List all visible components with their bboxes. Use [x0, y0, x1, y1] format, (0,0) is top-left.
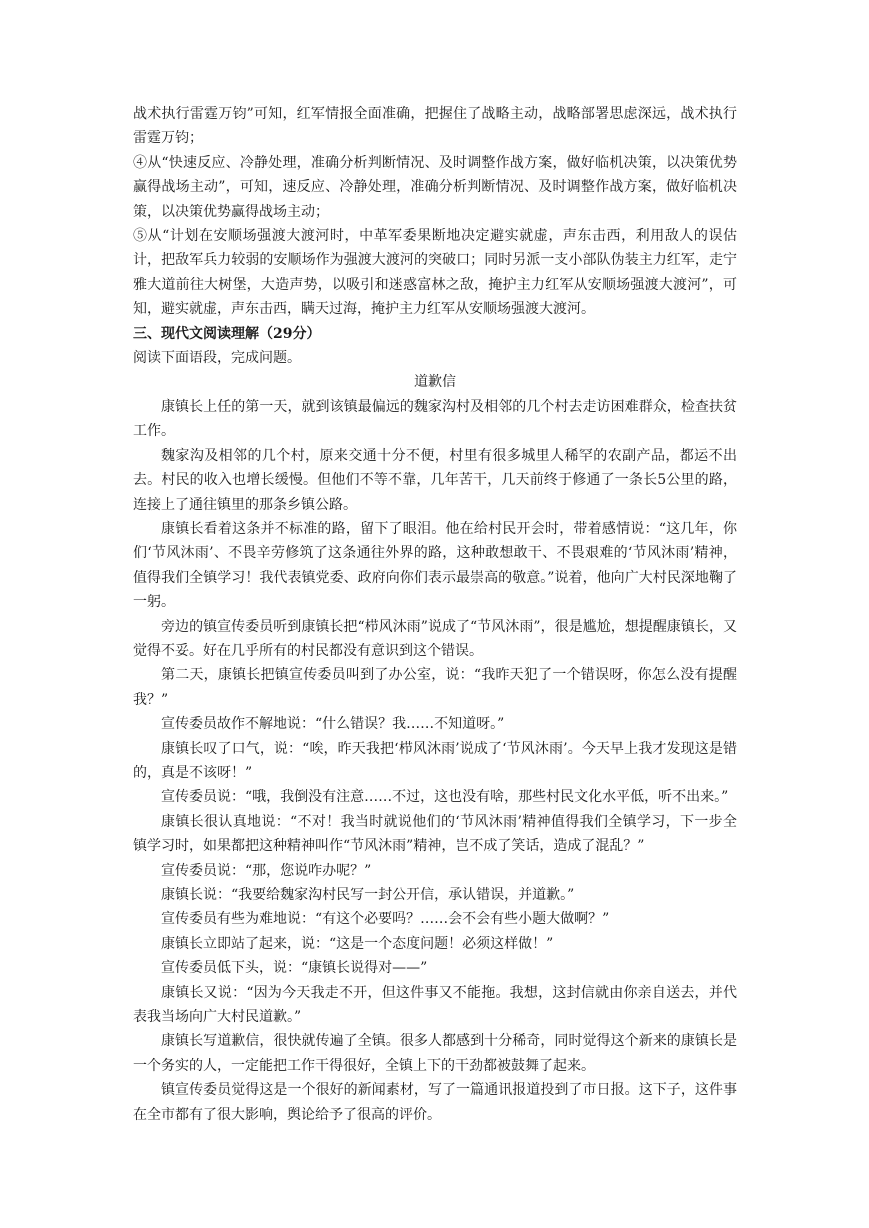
article-paragraph: 康镇长写道歉信，很快就传遍了全镇。很多人都感到十分稀奇，同时觉得这个新来的康镇长是一个务实的人，一定能把工作干得很好，全镇上下的干劲都被鼓舞了起来。: [133, 1033, 737, 1074]
article-paragraph: 康镇长上任的第一天，就到该镇最偏远的魏家沟村及相邻的几个村去走访困难群众，检查扶贫工作。: [133, 398, 737, 440]
article-title: 道歉信: [414, 374, 456, 391]
article-paragraph: 康镇长立即站了起来，说：“这是一个态度问题！必须这样做！”: [161, 935, 554, 952]
article-paragraph: 旁边的镇宣传委员听到康镇长把“栉风沐雨”说成了“节风沐雨”，很是尴尬，想提醒康镇长，又觉得不妥。好在几乎所有的村民都没有意识到这个错误。: [133, 618, 737, 659]
answer-line-3-continued: 战术执行雷霆万钧”可知，红军情报全面准确，把握住了战略主动，战略部署思虑深远，战术执行雷霆万钧；: [133, 106, 737, 147]
article-paragraph: 宣传委员故作不解地说：“什么错误？我……不知道呀。”: [161, 716, 505, 733]
answer-line-4: ④从“快速反应、冷静处理，准确分析判断情况、及时调整作战方案，做好临机决策，以决策优势赢得战场主动”，可知，速反应、冷静处理，准确分析判断情况、及时调整作战方案，做好临机决策，以决策优势赢得战场主动；: [133, 154, 737, 220]
section-heading: 三、现代文阅读理解（29分）: [133, 325, 321, 342]
article-paragraph: 宣传委员低下头，说：“康镇长说得对——”: [161, 960, 428, 977]
article-paragraph: 康镇长说：“我要给魏家沟村民写一封公开信，承认错误，并道歉。”: [161, 887, 575, 903]
article-paragraph: 康镇长看着这条并不标准的路，留下了眼泪。他在给村民开会时，带着感情说：“这几年，你们‘节风沐雨’、不畏辛劳修筑了这条通往外界的路，这种敢想敢干、不畏艰难的‘节风沐雨’精神，值得我们全镇学习！我代表镇党委、政府向你们表示最崇高的敬意。”说着，他向广大村民深地鞠了一躬。: [133, 520, 737, 611]
article-paragraph: 宣传委员有些为难地说：“有这个必要吗？……会不会有些小题大做啊？”: [161, 911, 610, 928]
article-paragraph: 宣传委员说：“那，您说咋办呢？”: [161, 862, 372, 879]
answer-line-5: ⑤从“计划在安顺场强渡大渡河时，中革军委果断地决定避实就虚，声东击西，利用敌人的误估计，把敌军兵力较弱的安顺场作为强渡大渡河的突破口；同时另派一支小部队伪装主力红军，走宁雅大道前往大树堡，大造声势，以吸引和迷惑富林之敌，掩护主力红军从安顺场强渡大渡河”，可知，避实就虚，声东击西，瞒天过海，掩护主力红军从安顺场强渡大渡河。: [133, 228, 737, 318]
page-content: [133, 102, 737, 1127]
article-paragraph: 第二天，康镇长把镇宣传委员叫到了办公室，说：“我昨天犯了一个错误呀，你怎么没有提醒我？”: [133, 667, 737, 708]
article-paragraph: 康镇长叹了口气，说：“唉，昨天我把‘栉风沐雨’说成了‘节风沐雨’。今天早上我才发现这是错的，真是不该呀！”: [133, 740, 737, 781]
article-paragraph: 镇宣传委员觉得这是一个很好的新闻素材，写了一篇通讯报道投到了市日报。这下子，这件事在全市都有了很大影响，舆论给予了很高的评价。: [133, 1082, 737, 1123]
article-paragraph: 魏家沟及相邻的几个村，原来交通十分不便，村里有很多城里人稀罕的农副产品，都运不出去。村民的收入也增长缓慢。但他们不等不靠，几年苦干，几天前终于修通了一条长5公里的路，连接上了通往镇里的那条乡镇公路。: [133, 447, 737, 513]
article-paragraph: 康镇长又说：“因为今天我走不开，但这件事又不能拖。我想，这封信就由你亲自送去，并代表我当场向广大村民道歉。”: [133, 984, 737, 1026]
section-instruction: 阅读下面语段，完成问题。: [133, 350, 301, 367]
article-paragraph: 宣传委员说：“哦，我倒没有注意……不过，这也没有啥，那些村民文化水平低，听不出来。”: [161, 789, 729, 806]
article-paragraph: 康镇长很认真地说：“不对！我当时就说他们的‘节风沐雨’精神值得我们全镇学习，下一步全镇学习时，如果都把这种精神叫作“节风沐雨”精神，岂不成了笑话，造成了混乱？”: [133, 813, 737, 855]
